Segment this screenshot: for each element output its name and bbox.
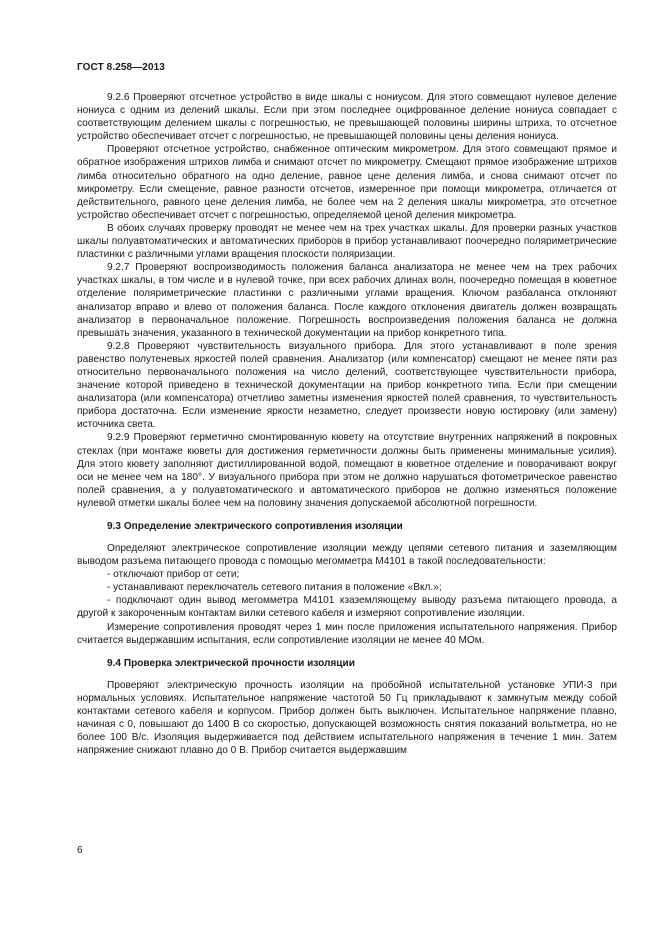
page-number: 6 — [77, 845, 83, 856]
section-9-3-step: - подключают один вывод мегомметра М4101 кзаземляющему выводу разъема питающего провода, а другой к закороченным контактам вилки сетевого кабеля и измеряют сопротивление изоляции. — [77, 595, 617, 620]
paragraph-scale-sections: В обоих случаях проверку проводят не менее чем на трех участках шкалы. Для проверки разных участков шкалы полуавтоматических и автоматических приборов в прибор устанавливают поочередно поляриметрические пластинки с различными углами вращения плоскости поляризации. — [77, 222, 617, 261]
paragraph-9-2-7: 9.2.7 Проверяют воспроизводимость положения баланса анализатора не менее чем на трех рабочих участках шкалы, в том числе и в нулевой точке, при всех рабочих длинах волн, поочередно помещая в кюветное отделение поляриметрические пластинки с различными углами вращения. Ключом разбаланса отклоняют анализатор вправо и влево от положения баланса. После каждого отклонения двигатель должен возвращать анализатор в первоначальное положение. Погрешность воспроизведения положения баланса не должна превышать значения, указанного в технической документации на прибор конкретного типа. — [77, 262, 617, 339]
section-9-3-heading: 9.3 Определение электрического сопротивления изоляции — [107, 521, 403, 532]
section-9-4-heading: 9.4 Проверка электрической прочности изоляции — [107, 657, 355, 669]
section-9-3-step: - устанавливают переключатель сетевого питания в положение «Вкл.»; — [107, 582, 442, 594]
section-9-4-text: Проверяют электрическую прочность изоляции на пробойной испытательной установке УПИ-3 при нормальных условиях. Испытательное напряжение частотой 50 Гц прикладывают к замкнутым между собой контактами сетевого кабеля и корпусом. Прибор должен быть выключен. Испытательное напряжение плавно, начиная с 0, повышают до 1400 В со скоростью, допускающей возможность снятия показаний вольтметра, но не более 100 В/с. Изоляция выдерживается под действием испытательного напряжения в течение 1 мин. Затем напряжение снижают плавно до 0 В. Прибор считается выдержавшим — [77, 679, 617, 757]
section-9-3-step: - отключают прибор от сети; — [107, 569, 240, 581]
paragraph-9-2-9: 9.2.9 Проверяют герметично смонтированную кювету на отсутствие внутренних напряжений в покровных стеклах (при монтаже кюветы для достижения герметичности должны быть применены минимальные усилия). Для этого кювету заполняют дистиллированной водой, помещают в кюветное отделение и поворачивают вокруг оси не менее чем на 180°. У визуального прибора при этом не должно нарушаться фотометрическое равенство полей сравнения, а у полуавтоматического и автоматического приборов не должно изменяться положение нулевой отметки шкалы более чем на половину значения допускаемой абсолютной погрешности. — [77, 432, 617, 509]
paragraph-optical-micrometer: Проверяют отсчетное устройство, снабженное оптическим микрометром. Для этого совмещают прямое и обратное изображения штрихов лимба и снимают отсчет по микрометру. Смещают прямое изображение штрихов лимба относительно обратного на одно деление, равное цене деления лимба, и снова снимают отсчет по микрометру. Если смещение, равное разности отсчетов, измеренное при помощи микрометра, отличается от действительного, равного цене деления лимба, не более чем на 2 деления шкалы микрометра, это отсчетное устройство обеспечивает отсчет с погрешностью, определяемой ценой деления микрометра. — [77, 144, 617, 221]
section-9-3-intro: Определяют электрическое сопротивление изоляции между цепями сетевого питания и заземляющим выводом разъема питающего провода с помощью мегомметра М4101 в такой последовательности: — [77, 543, 617, 568]
paragraph-9-2-8: 9.2.8 Проверяют чувствительность визуального прибора. Для этого устанавливают в поле зрения равенство полутеневых яркостей полей сравнения. Анализатор (или компенсатор) смещают не менее пяти раз относительно первоначального положения на число делений, соответствующее чувствительности прибора, значение которой приведено в технической документации на прибор конкретного типа. Если при смещении анализатора (или компенсатора) отчетливо заметны изменения яркостей полей сравнения, то чувствительность прибора достаточна. Если изменение яркости незаметно, следует произвести новую юстировку (или замену) источника света. — [77, 340, 617, 431]
standard-code-header: ГОСТ 8.258—2013 — [77, 62, 165, 73]
document-body — [77, 91, 617, 757]
paragraph-9-2-6: 9.2.6 Проверяют отсчетное устройство в виде шкалы с нониусом. Для этого совмещают нулевое деление нониуса с одним из делений шкалы. Если при этом последнее оцифрованное деление нониуса совпадает с соответствующим делением шкалы с погрешностью, не превышающей половины ширины штриха, то отсчетное устройство обеспечивает отсчет с погрешностью, не превышающей половины цены деления нониуса. — [77, 92, 617, 143]
section-9-3-conclusion: Измерение сопротивления проводят через 1 мин после приложения испытательного напряжения. Прибор считается выдержавшим испытания, если сопротивление изоляции не менее 40 МОм. — [77, 621, 617, 646]
